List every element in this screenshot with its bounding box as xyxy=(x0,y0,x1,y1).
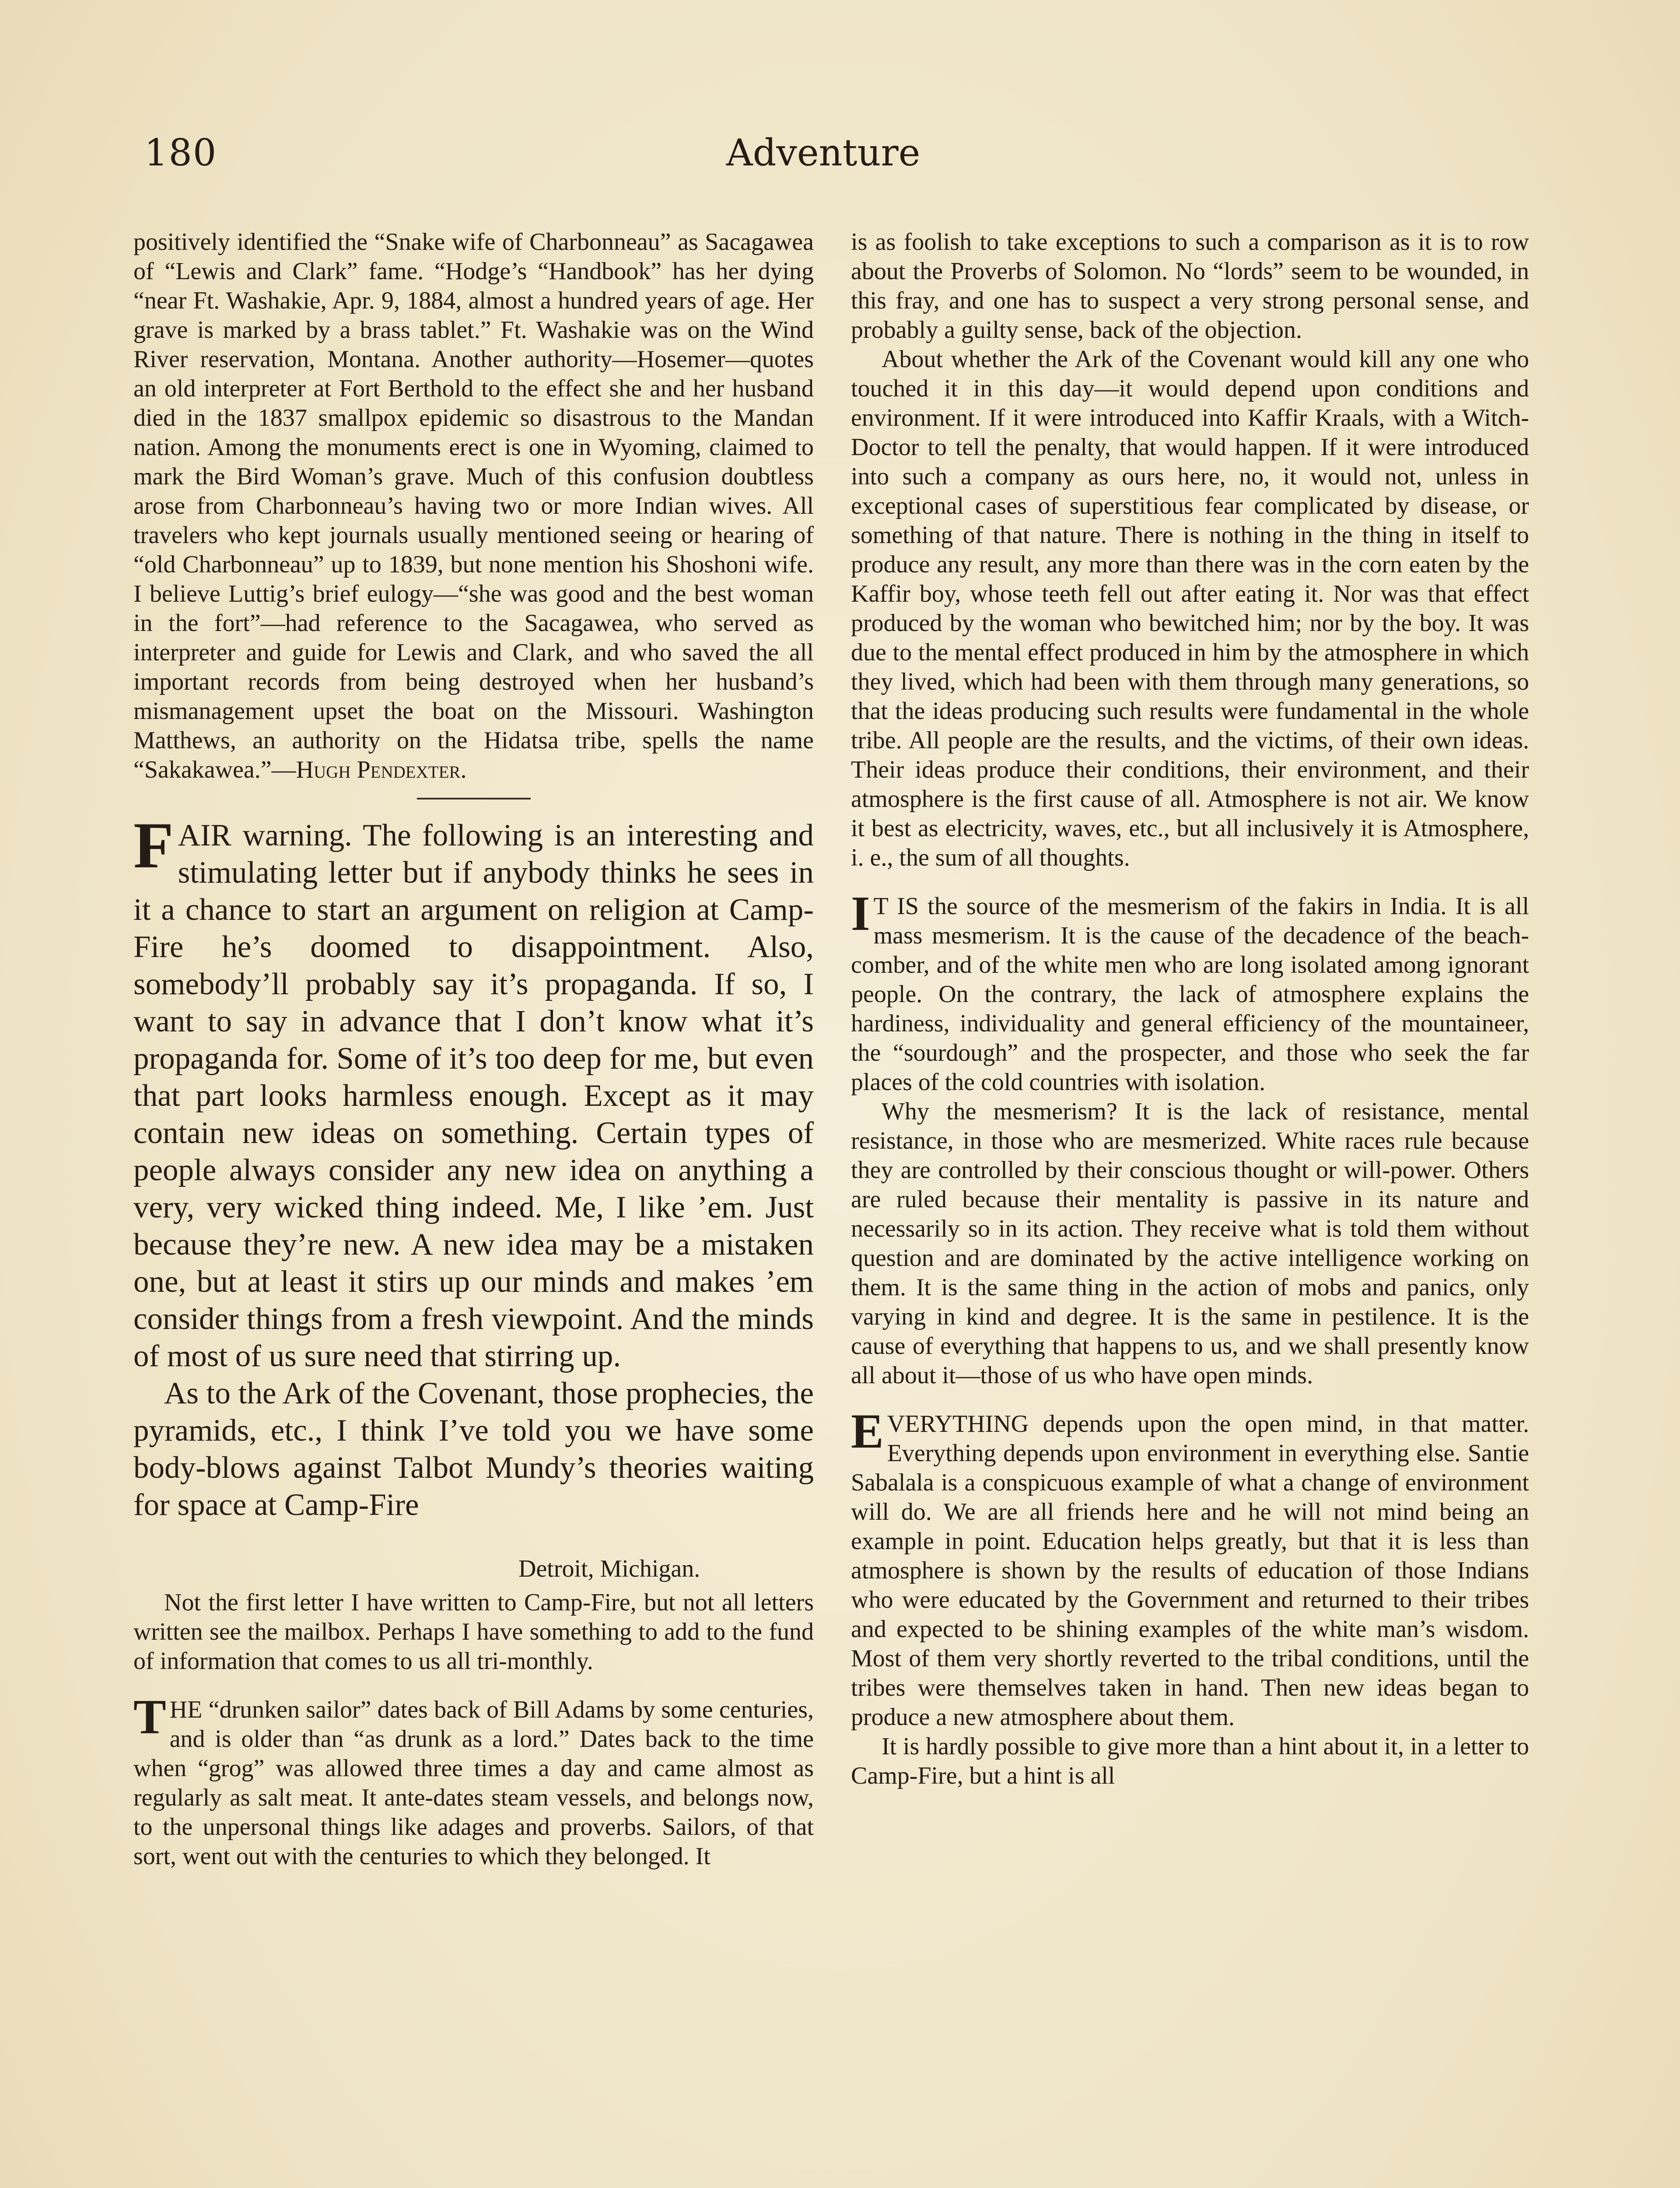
editor-intro-paragraph: FAIR warning. The following is an interesting and stimulating letter but if anybody thinks he sees in it a chance to start an argument on religion at Camp-Fire he’s doomed to disappointment. Also, somebody’ll probably say it’s propaganda. If so, I want to say in advance that I don’t know what it’s propaganda for. Some of it’s too deep for me, but even that part looks harmless enough. Except as it may contain new ideas on something. Certain types of people always consider any new idea on anything a very, very wicked thing indeed. Me, I like ’em. Just because they’re new. A new idea may be a mistaken one, but at least it stirs up our minds and makes ’em consider things from a fresh viewpoint. And the minds of most of us sure need that stirring up. xyxy=(133,809,814,1373)
letter-location: Detroit, Michigan. xyxy=(518,1555,700,1582)
drop-cap: E xyxy=(851,1404,884,1459)
letter-paragraph: EVERYTHING depends upon the open mind, in that matter. Everything depends upon environment in everything else. Santie Sabalala is a conspicuous example of what a change of environment will do. We are all friends here and he will not mind being an example in point. Education helps greatly, but that it is less than atmosphere is shown by the results of education of those Indians who were educated by the Government and returned to their tribes and expected to be shining examples of the white man’s wisdom. Most of them very shortly reverted to the tribal conditions, until the tribes were themselves taken in hand. Then new ideas began to produce a new atmosphere about them. xyxy=(851,1404,1529,1731)
editor-paragraph: As to the Ark of the Covenant, those prophecies, the pyramids, etc., I think I’ve told you we have some body-blows against Talbot Mundy’s theories waiting for space at Camp-Fire xyxy=(133,1376,814,1522)
drop-cap: I xyxy=(851,887,870,941)
running-title: Adventure xyxy=(726,131,920,174)
letter-paragraph: is as foolish to take exceptions to such a comparison as it is to row about the Proverbs of Solomon. No “lords” seem to be wounded, in this fray, and one has to suspect a very strong personal sense, and probably a guilty sense, back of the objection. xyxy=(851,228,1529,344)
drop-cap: T xyxy=(133,1690,166,1744)
section-divider xyxy=(417,798,531,799)
letter-paragraph: THE “drunken sailor” dates back of Bill Adams by some centuries, and is older than “as drunk as a lord.” Dates back to the time when “grog” was allowed three times a day and came almost as regularly as salt meat. It ante-dates steam vessels, and belongs now, to the unpersonal things like adages and proverbs. Sailors, of that sort, went out with the centuries to which they belonged. It xyxy=(133,1690,814,1870)
letter-paragraph: It is hardly possible to give more than a hint about it, in a letter to Camp-Fire, but a hint is all xyxy=(851,1733,1529,1789)
letter-paragraph: Why the mesmerism? It is the lack of resistance, mental resistance, in those who are mesmerized. White races rule because they are controlled by their conscious thought or will-power. Others are ruled because their mentality is passive in its nature and necessarily so in its action. They receive what is told them without question and are dominated by the active intelligence working on them. It is the same thing in the action of mobs and panics, only varying in kind and degree. It is the same in pestilence. It is the cause of everything that happens to us, and we shall presently know all about it—those of us who have open minds. xyxy=(851,1098,1529,1389)
right-column xyxy=(851,228,1529,1791)
letter-paragraph: About whether the Ark of the Covenant would kill any one who touched it in this day—it would depend upon conditions and environment. If it were introduced into Kaffir Kraals, with a Witch-Doctor to tell the penalty, that would happen. If it were introduced into such a company as ours here, no, it would not, unless in exceptional cases of superstitious fear complicated by disease, or something of that nature. There is nothing in the thing in itself to produce any result, any more than there was in the corn eaten by the Kaffir boy, whose teeth fell out after eating it. Nor was that effect produced by the woman who bewitched him; nor by the boy. It was due to the mental effect produced in him by the atmosphere in which they lived, which had been with them through many generations, so that the ideas producing such results were fundamental in the whole tribe. All people are the results, and the victims, of their own ideas. Their ideas produce their conditions, their environment, and their atmosphere is the first cause of all. Atmosphere is not air. We know it best as electricity, waves, etc., but all inclusively it is Atmosphere, i. e., the sum of all thoughts. xyxy=(851,346,1529,871)
signature: Hugh Pendexter. xyxy=(296,756,467,783)
letter-paragraph: I T IS the source of the mesmerism of the fakirs in India. It is all mass mesmerism. It is the cause of the decadence of the beach-comber, and of the white men who are long isolated among ignorant people. On the contrary, the lack of atmosphere explains the hardiness, individuality and general efficiency of the mountaineer, the “sourdough” and the prospecter, and those who seek the far places of the cold countries with isolation. xyxy=(851,887,1529,1096)
left-column xyxy=(133,228,814,1871)
page-number: 180 xyxy=(144,131,217,174)
letter-paragraph: Not the first letter I have written to Camp-Fire, but not all letters written see the mailbox. Perhaps I have something to add to the fund of information that comes to us all tri-monthly. xyxy=(133,1589,814,1675)
drop-cap: F xyxy=(133,809,174,882)
article-paragraph: positively identified the “Snake wife of Charbonneau” as Sacagawea of “Lewis and Clark” fame. “Hodge’s “Handbook” has her dying “near Ft. Washakie, Apr. 9, 1884, almost a hundred years of age. Her grave is marked by a brass tablet.” Ft. Washakie was on the Wind River reservation, Montana. Another authority—Hosemer—quotes an old interpreter at Fort Berthold to the effect she and her husband died in the 1837 smallpox epidemic so disastrous to the Mandan nation. Among the monuments erect is one in Wyoming, claimed to mark the Bird Woman’s grave. Much of this confusion doubtless arose from Charbonneau’s having two or more Indian wives. All travelers who kept journals usually mentioned seeing or hearing of “old Charbonneau” up to 1839, but none mention his Shoshoni wife. I believe Luttig’s brief eulogy—“she was good and the best woman in the fort”—had reference to the Sacagawea, who served as interpreter and guide for Lewis and Clark, and who saved the all important records from being destroyed when her husband’s mismanagement upset the boat on the Missouri. Washington Matthews, an authority on the Hidatsa tribe, spells the name “Sakakawea.”—Hugh Pendexter. xyxy=(133,228,814,783)
